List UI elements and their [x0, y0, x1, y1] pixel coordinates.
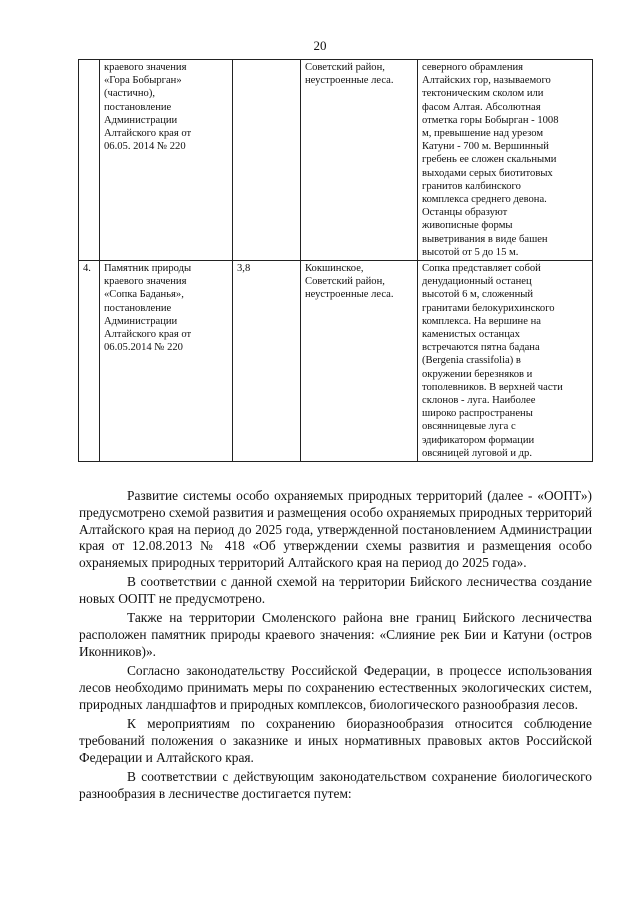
table-row	[79, 60, 593, 261]
body-text	[79, 488, 592, 805]
paragraph: Согласно законодательству Российской Федерации, в процессе использования лесов необходимо принимать меры по сохранению естественных экологических систем, природных ландшафтов и природных комплексов, биологического разнообразия лесов.	[79, 663, 592, 712]
location-cell: Советский район, неустроенные леса.	[301, 60, 418, 261]
paragraph: В соответствии с действующим законодательством сохранение биологического разнообразия в лесничестве достигается путем:	[79, 768, 592, 801]
paragraph: Также на территории Смоленского района вне границ Бийского лесничества расположен памятник природы краевого значения: «Слияние рек Бии и Катуни (остров Иконников)».	[79, 610, 592, 659]
area-name-cell: Памятник природы краевого значения «Сопка Баданья», постановление Администрации Алтайского края от 06.05.2014 № 220	[100, 261, 233, 462]
paragraph: К мероприятиям по сохранению биоразнообразия относится соблюдение требований положения о заказнике и иных нормативных правовых актов Российской Федерации и Алтайского края.	[79, 715, 592, 765]
area-name-cell: краевого значения «Гора Бобырган» (частично), постановление Администрации Алтайского края от 06.05. 2014 № 220	[100, 60, 233, 261]
row-number-cell: 4.	[79, 261, 100, 462]
location-cell: Кокшинское, Советский район, неустроенные леса.	[301, 261, 418, 462]
table-row	[79, 261, 593, 462]
description-cell: северного обрамления Алтайских гор, называемого тектоническим сколом или фасом Алтая. Абсолютная отметка горы Бобырган - 1008 м, превышение над урезом Катуни - 700 м. Вершинный гребень ее сложен скальными выходами серых биотитовых гранитов калбинского комплекса среднего девона. Останцы образуют живописные формы выветривания в виде башен высотой от 5 до 15 м.	[418, 60, 593, 261]
paragraph: В соответствии с данной схемой на территории Бийского лесничества создание новых ООПТ не предусмотрено.	[79, 574, 592, 607]
area-size-cell	[233, 60, 301, 261]
row-number-cell	[79, 60, 100, 261]
description-cell: Сопка представляет собой денудационный останец высотой 6 м, сложенный гранитами белокурихинского комплекса. На вершине на каменистых останцах встречаются пятна бадана (Bergenia crassifolia) в окружении березняков и тополевников. В верхней части склонов - луга. Наиболее широко распространены овсянницевые луга с эдификатором формации овсяницей луговой и др.	[418, 261, 593, 462]
area-size-cell: 3,8	[233, 261, 301, 462]
page-number: 20	[313, 38, 327, 53]
protected-areas-table	[78, 59, 593, 462]
paragraph: Развитие системы особо охраняемых природных территорий (далее - «ООПТ») предусмотрено схемой развития и размещения особо охраняемых природных территорий Алтайского края на период до 2025 года, утвержденной постановлением Администрации края от 12.08.2013 № 418 «Об утверждении схемы развития и размещения особо охраняемых природных территорий Алтайского края на период до 2025 года».	[79, 488, 592, 571]
